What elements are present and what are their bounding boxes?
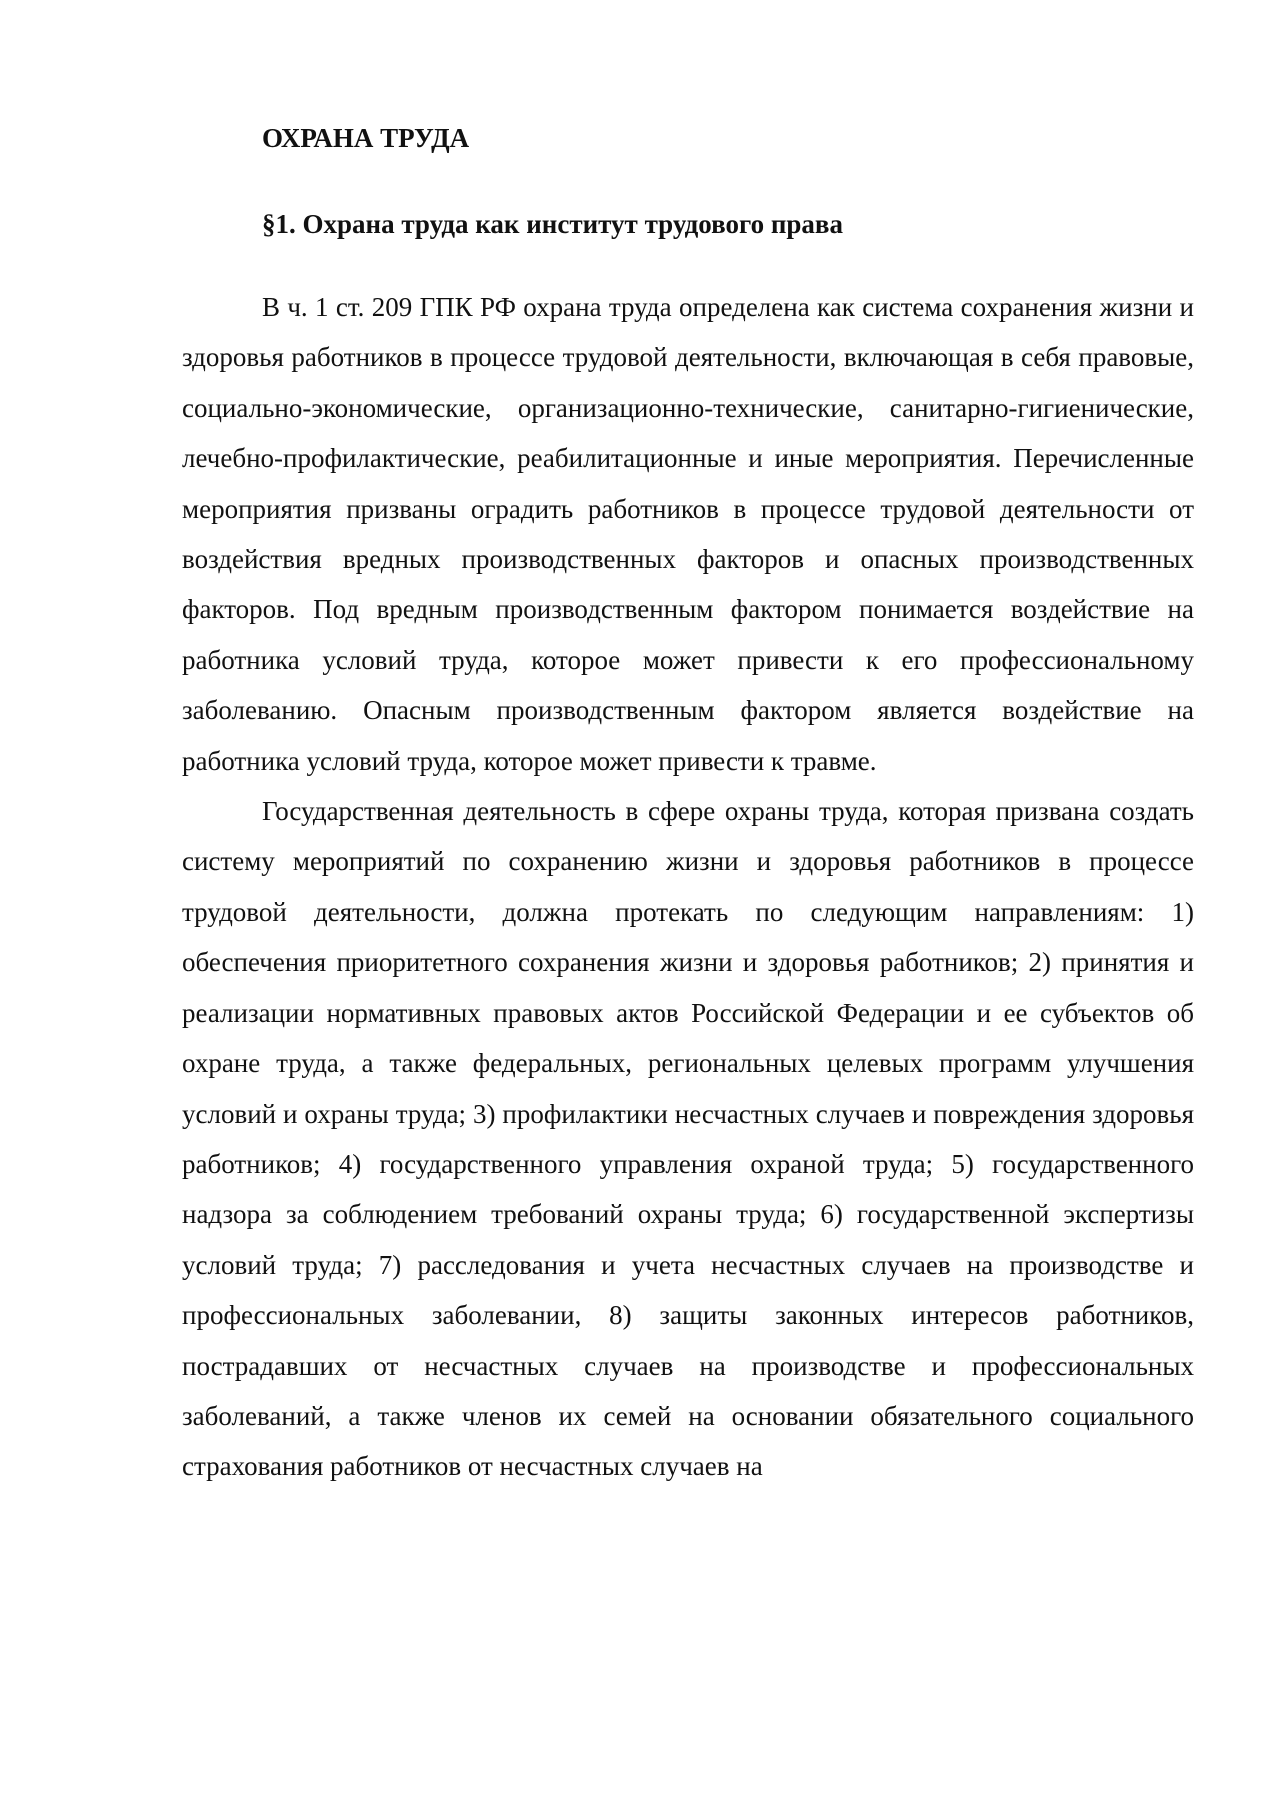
document-body (182, 118, 1194, 1492)
body-paragraph-2: Государственная деятельность в сфере охраны труда, которая призвана создать систему мероприятий по сохранению жизни и здоровья работников в процессе трудовой деятельности, должна протекать по следующим направлениям: 1) обеспечения приоритетного сохранения жизни и здоровья работников; 2) принятия и реализации нормативных правовых актов Российской Федерации и ее субъектов об охране труда, а также федеральных, региональных целевых программ улучшения условий и охраны труда; 3) профилактики несчастных случаев и повреждения здоровья работников; 4) государственного управления охраной труда; 5) государственного надзора за соблюдением требований охраны труда; 6) государственной экспертизы условий труда; 7) расследования и учета несчастных случаев на производстве и профессиональных заболевании, 8) защиты законных интересов работников, пострадавших от несчастных случаев на производстве и профессиональных заболеваний, а также членов их семей на основании обязательного социального страхования работников от несчастных случаев на (182, 796, 1194, 1482)
section-heading: §1. Охрана труда как институт трудового права (262, 209, 844, 239)
body-paragraph-1: В ч. 1 ст. 209 ГПК РФ охрана труда определена как система сохранения жизни и здоровья работников в процессе трудовой деятельности, включающая в себя правовые, социально-экономические, организационно-технические, санитарно-гигиенические, лечебно-профилактические, реабилитационные и иные мероприятия. Перечисленные мероприятия призваны оградить работников в процессе трудовой деятельности от воздействия вредных производственных факторов и опасных производственных факторов. Под вредным производственным фактором понимается воздействие на работника условий труда, которое может привести к его профессиональному заболеванию. Опасным производственным фактором является воздействие на работника условий труда, которое может привести к травме. (182, 292, 1194, 776)
document-title: ОХРАНА ТРУДА (262, 123, 470, 153)
